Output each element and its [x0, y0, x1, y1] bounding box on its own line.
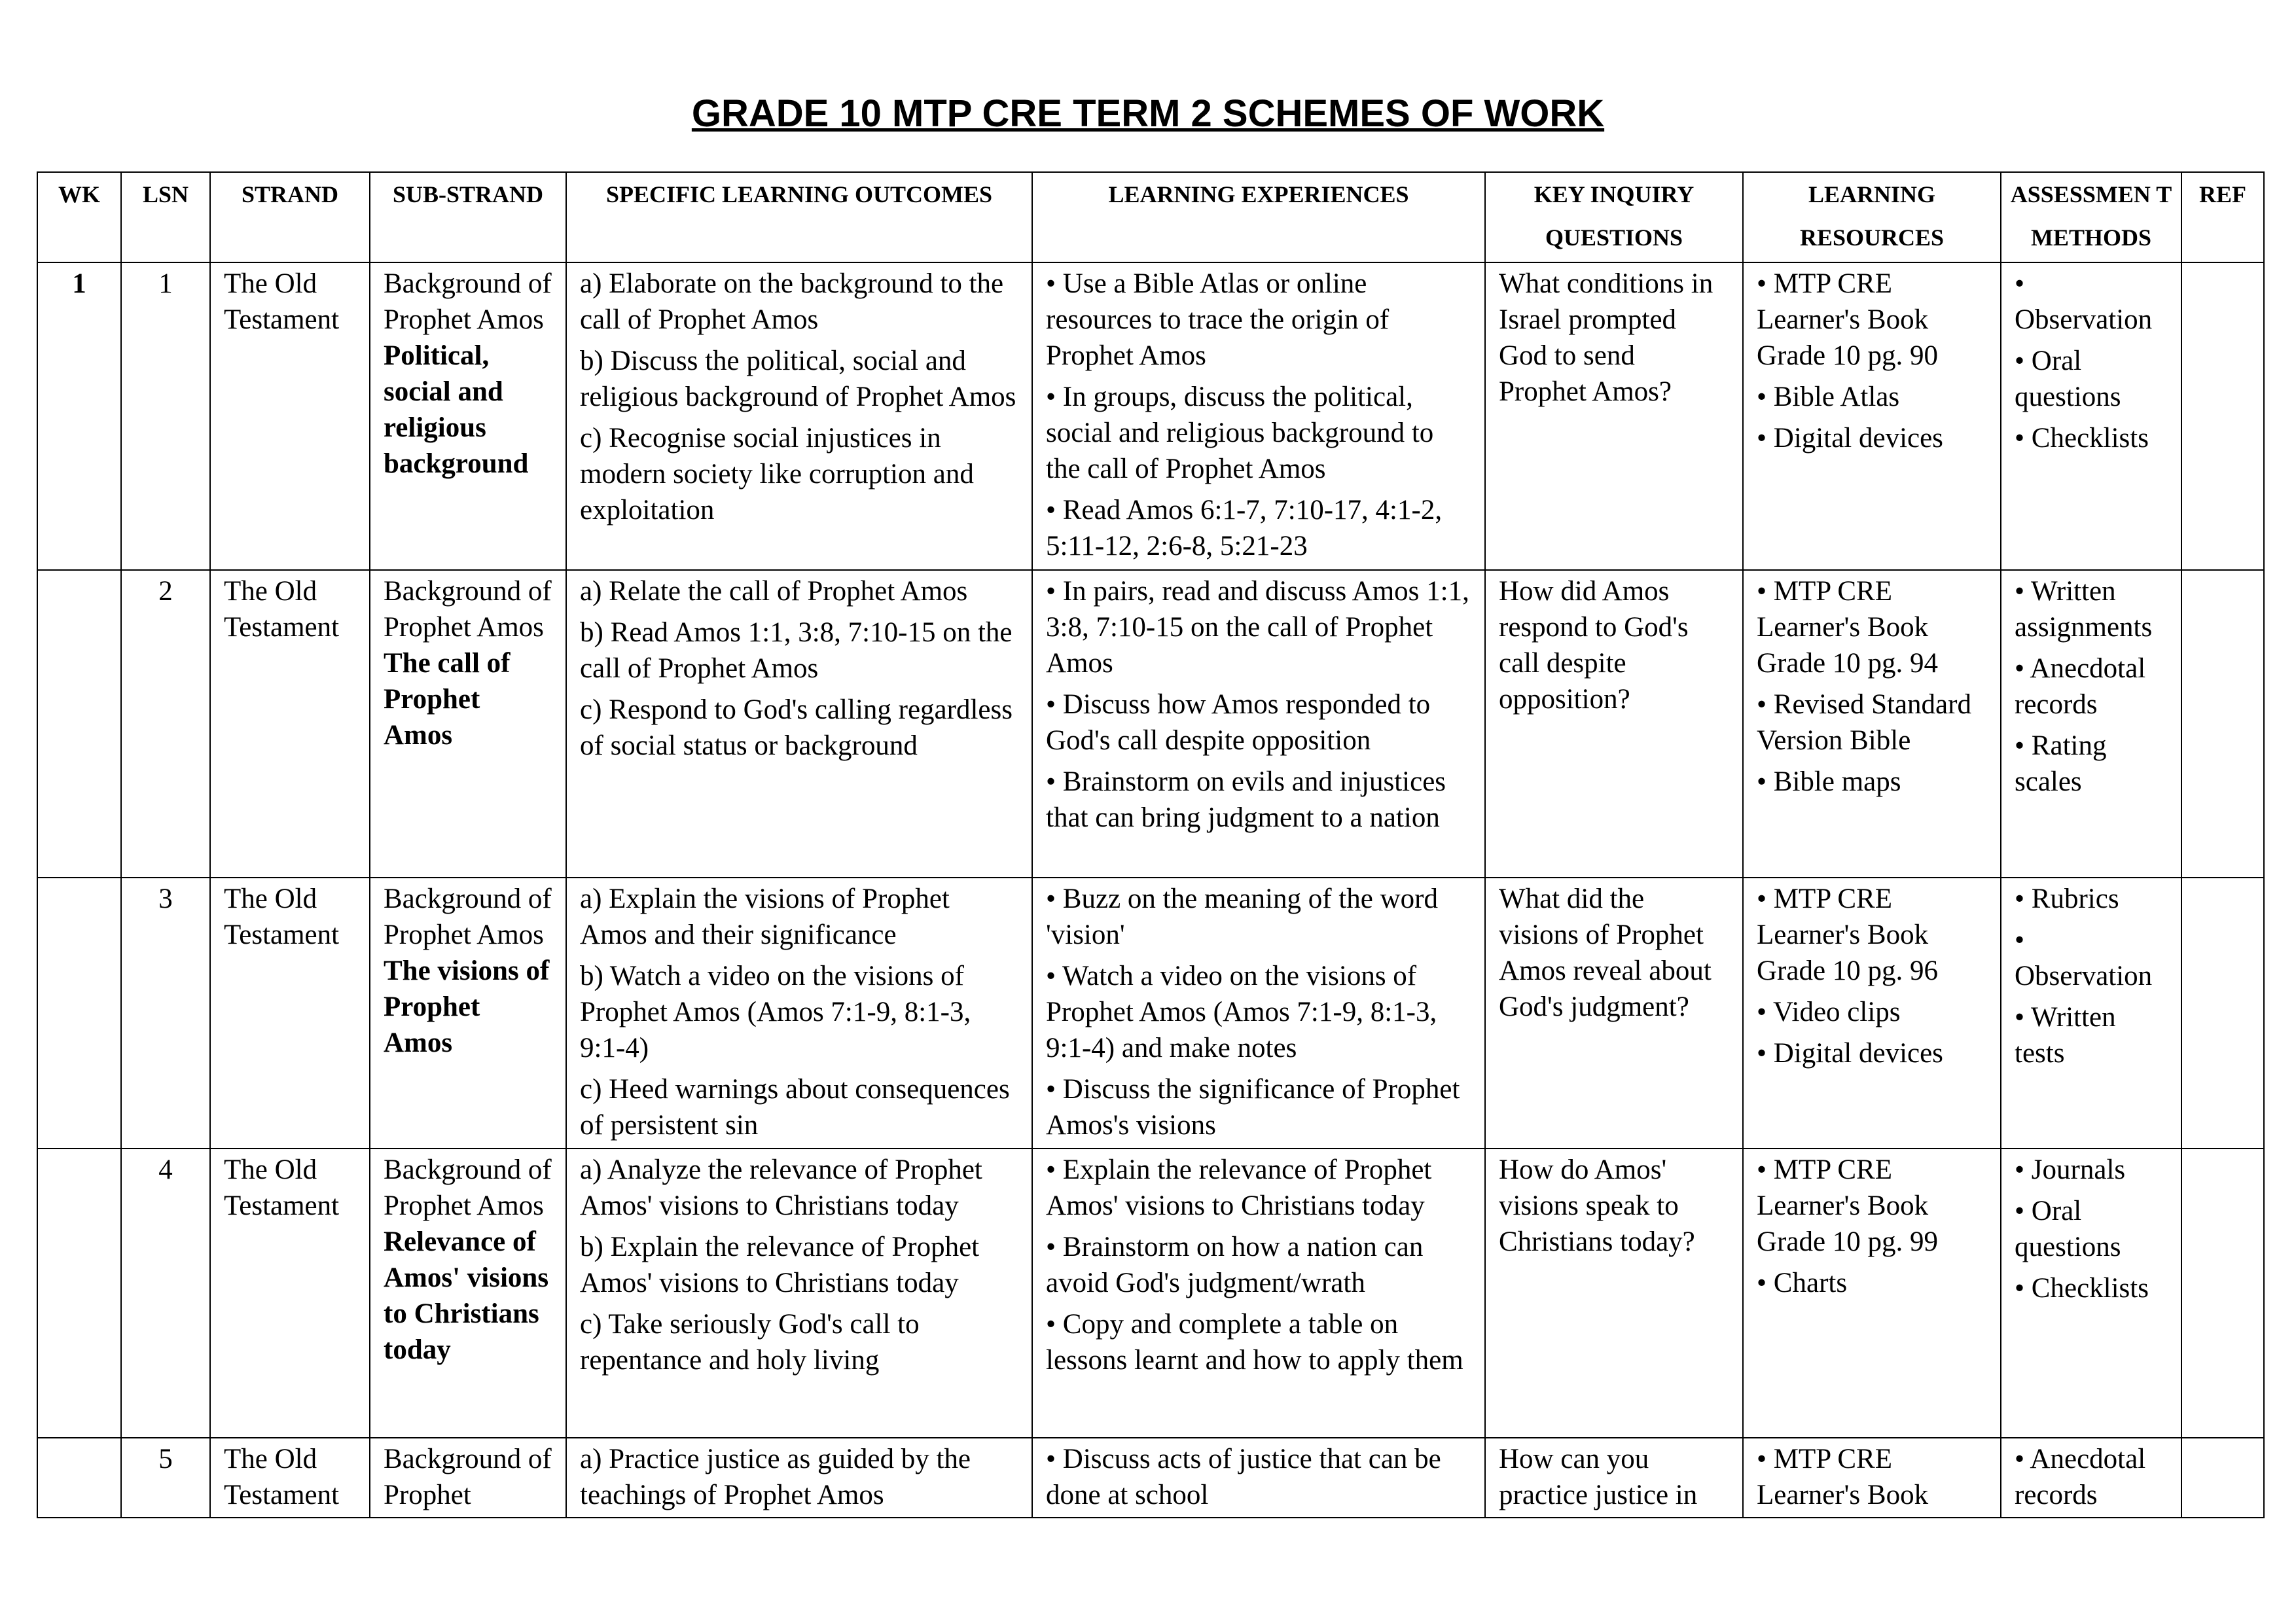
resource-item: • Bible maps	[1757, 766, 1901, 797]
resource-item: • MTP CRE Learner's Book	[1757, 1444, 1929, 1510]
resource-item: • Digital devices	[1757, 423, 1943, 454]
assessment-item: • Oral questions	[2015, 1196, 2121, 1262]
table-row	[37, 878, 2264, 1149]
resource-item: • Revised Standard Version Bible	[1757, 689, 1971, 756]
outcome-item: c) Respond to God's calling regardless of social status or background	[580, 694, 1013, 761]
assessment-cell	[2001, 1149, 2181, 1438]
assessment-item: • Checklists	[2015, 423, 2149, 454]
sub-strand-text: Background of Prophet Amos	[384, 883, 552, 950]
header-assessment: ASSESSMEN T METHODS	[2001, 172, 2181, 262]
assessment-item: • Written tests	[2015, 1002, 2116, 1069]
assessment-cell	[2001, 1438, 2181, 1518]
resource-item: • Digital devices	[1757, 1038, 1943, 1069]
header-ref: REF	[2181, 172, 2264, 262]
experience-item: • Discuss acts of justice that can be done at school	[1046, 1444, 1441, 1510]
assessment-cell	[2001, 878, 2181, 1149]
assessment-item: • Observation	[2015, 268, 2153, 335]
inquiry-question-cell: How do Amos' visions speak to Christians today?	[1485, 1149, 1743, 1438]
ref-cell	[2181, 878, 2264, 1149]
assessment-item: • Anecdotal records	[2015, 653, 2146, 720]
ref-cell	[2181, 262, 2264, 570]
schemes-of-work-table	[37, 171, 2265, 1518]
assessment-cell	[2001, 570, 2181, 878]
assessment-item: • Oral questions	[2015, 346, 2121, 412]
outcome-item: b) Explain the relevance of Prophet Amos' visions to Christians today	[580, 1232, 980, 1298]
header-row	[37, 172, 2264, 262]
experience-item: • Watch a video on the visions of Prophet Amos (Amos 7:1-9, 8:1-3, 9:1-4) and make notes	[1046, 961, 1437, 1063]
resource-item: • MTP CRE Learner's Book Grade 10 pg. 99	[1757, 1154, 1939, 1257]
inquiry-question-cell: What conditions in Israel prompted God to send Prophet Amos?	[1485, 262, 1743, 570]
experience-item: • Buzz on the meaning of the word 'vision'	[1046, 883, 1438, 950]
lesson-cell: 4	[121, 1149, 210, 1438]
table-row	[37, 570, 2264, 878]
resources-cell	[1743, 570, 2001, 878]
outcome-item: c) Heed warnings about consequences of persistent sin	[580, 1074, 1010, 1141]
ref-cell	[2181, 1149, 2264, 1438]
sub-strand-text: Background of Prophet	[384, 1444, 552, 1510]
header-lsn: LSN	[121, 172, 210, 262]
inquiry-question-cell: What did the visions of Prophet Amos reveal about God's judgment?	[1485, 878, 1743, 1149]
sub-strand-topic: The visions of Prophet Amos	[384, 955, 550, 1058]
header-outcomes: SPECIFIC LEARNING OUTCOMES	[566, 172, 1032, 262]
experience-item: • Brainstorm on how a nation can avoid God's judgment/wrath	[1046, 1232, 1424, 1298]
outcome-item: a) Elaborate on the background to the call of Prophet Amos	[580, 268, 1004, 335]
sub-strand-cell	[370, 1149, 566, 1438]
resources-cell	[1743, 878, 2001, 1149]
experience-item: • Read Amos 6:1-7, 7:10-17, 4:1-2, 5:11-12, 2:6-8, 5:21-23	[1046, 495, 1443, 562]
week-cell: 1	[37, 262, 121, 570]
lesson-cell: 2	[121, 570, 210, 878]
week-cell	[37, 1438, 121, 1518]
table-row	[37, 262, 2264, 570]
header-strand: STRAND	[210, 172, 370, 262]
outcome-item: b) Discuss the political, social and religious background of Prophet Amos	[580, 346, 1016, 412]
header-questions: KEY INQUIRY QUESTIONS	[1485, 172, 1743, 262]
header-wk: WK	[37, 172, 121, 262]
header-sub-strand: SUB-STRAND	[370, 172, 566, 262]
inquiry-question-cell: How did Amos respond to God's call despite opposition?	[1485, 570, 1743, 878]
assessment-item: • Anecdotal records	[2015, 1444, 2146, 1510]
ref-cell	[2181, 570, 2264, 878]
assessment-item: • Observation	[2015, 925, 2153, 991]
outcomes-cell	[566, 1149, 1032, 1438]
assessment-item: • Rubrics	[2015, 883, 2119, 914]
sub-strand-cell	[370, 1438, 566, 1518]
experiences-cell	[1032, 262, 1485, 570]
assessment-item: • Checklists	[2015, 1273, 2149, 1304]
lesson-cell: 5	[121, 1438, 210, 1518]
resource-item: • MTP CRE Learner's Book Grade 10 pg. 96	[1757, 883, 1939, 986]
experiences-cell	[1032, 570, 1485, 878]
strand-cell: The Old Testament	[210, 878, 370, 1149]
table-row	[37, 1149, 2264, 1438]
sub-strand-text: Background of Prophet Amos	[384, 1154, 552, 1221]
experience-item: • In pairs, read and discuss Amos 1:1, 3:8, 7:10-15 on the call of Prophet Amos	[1046, 576, 1469, 679]
experience-item: • Copy and complete a table on lessons learnt and how to apply them	[1046, 1309, 1463, 1376]
strand-cell: The Old Testament	[210, 1438, 370, 1518]
ref-cell	[2181, 1438, 2264, 1518]
sub-strand-cell	[370, 262, 566, 570]
resource-item: • MTP CRE Learner's Book Grade 10 pg. 94	[1757, 576, 1939, 679]
outcome-item: c) Recognise social injustices in modern society like corruption and exploitation	[580, 423, 974, 526]
strand-cell: The Old Testament	[210, 1149, 370, 1438]
assessment-item: • Rating scales	[2015, 730, 2107, 797]
experience-item: • Explain the relevance of Prophet Amos' visions to Christians today	[1046, 1154, 1432, 1221]
experience-item: • Use a Bible Atlas or online resources to trace the origin of Prophet Amos	[1046, 268, 1390, 371]
strand-cell: The Old Testament	[210, 570, 370, 878]
outcomes-cell	[566, 878, 1032, 1149]
sub-strand-cell	[370, 570, 566, 878]
outcome-item: a) Practice justice as guided by the teachings of Prophet Amos	[580, 1444, 971, 1510]
experience-item: • Brainstorm on evils and injustices that can bring judgment to a nation	[1046, 766, 1446, 833]
experiences-cell	[1032, 1438, 1485, 1518]
outcome-item: b) Read Amos 1:1, 3:8, 7:10-15 on the call of Prophet Amos	[580, 617, 1013, 684]
inquiry-question-cell: How can you practice justice in	[1485, 1438, 1743, 1518]
sub-strand-cell	[370, 878, 566, 1149]
experience-item: • In groups, discuss the political, social and religious background to the call of Prophet Amos	[1046, 382, 1434, 484]
sub-strand-text: Background of Prophet Amos	[384, 268, 552, 335]
experience-item: • Discuss the significance of Prophet Amos's visions	[1046, 1074, 1460, 1141]
assessment-cell	[2001, 262, 2181, 570]
resources-cell	[1743, 1438, 2001, 1518]
sub-strand-text: Background of Prophet Amos	[384, 576, 552, 643]
sub-strand-topic: The call of Prophet Amos	[384, 648, 511, 751]
week-cell	[37, 1149, 121, 1438]
lesson-cell: 1	[121, 262, 210, 570]
resource-item: • Bible Atlas	[1757, 382, 1900, 412]
resource-item: • Charts	[1757, 1268, 1848, 1298]
header-resources: LEARNING RESOURCES	[1743, 172, 2001, 262]
sub-strand-topic: Political, social and religious background	[384, 340, 529, 479]
outcomes-cell	[566, 1438, 1032, 1518]
sub-strand-topic: Relevance of Amos' visions to Christians today	[384, 1226, 549, 1365]
outcome-item: c) Take seriously God's call to repentance and holy living	[580, 1309, 920, 1376]
outcome-item: a) Explain the visions of Prophet Amos and their significance	[580, 883, 950, 950]
resource-item: • Video clips	[1757, 997, 1901, 1027]
assessment-item: • Written assignments	[2015, 576, 2153, 643]
resources-cell	[1743, 262, 2001, 570]
outcome-item: b) Watch a video on the visions of Prophet Amos (Amos 7:1-9, 8:1-3, 9:1-4)	[580, 961, 971, 1063]
header-experiences: LEARNING EXPERIENCES	[1032, 172, 1485, 262]
experience-item: • Discuss how Amos responded to God's call despite opposition	[1046, 689, 1431, 756]
outcomes-cell	[566, 570, 1032, 878]
table-row	[37, 1438, 2264, 1518]
strand-cell: The Old Testament	[210, 262, 370, 570]
week-cell	[37, 878, 121, 1149]
page-title: GRADE 10 MTP CRE TERM 2 SCHEMES OF WORK	[691, 92, 1605, 135]
outcomes-cell	[566, 262, 1032, 570]
lesson-cell: 3	[121, 878, 210, 1149]
experiences-cell	[1032, 878, 1485, 1149]
experiences-cell	[1032, 1149, 1485, 1438]
week-cell	[37, 570, 121, 878]
resources-cell	[1743, 1149, 2001, 1438]
outcome-item: a) Relate the call of Prophet Amos	[580, 576, 968, 607]
outcome-item: a) Analyze the relevance of Prophet Amos' visions to Christians today	[580, 1154, 982, 1221]
resource-item: • MTP CRE Learner's Book Grade 10 pg. 90	[1757, 268, 1939, 371]
assessment-item: • Journals	[2015, 1154, 2126, 1185]
